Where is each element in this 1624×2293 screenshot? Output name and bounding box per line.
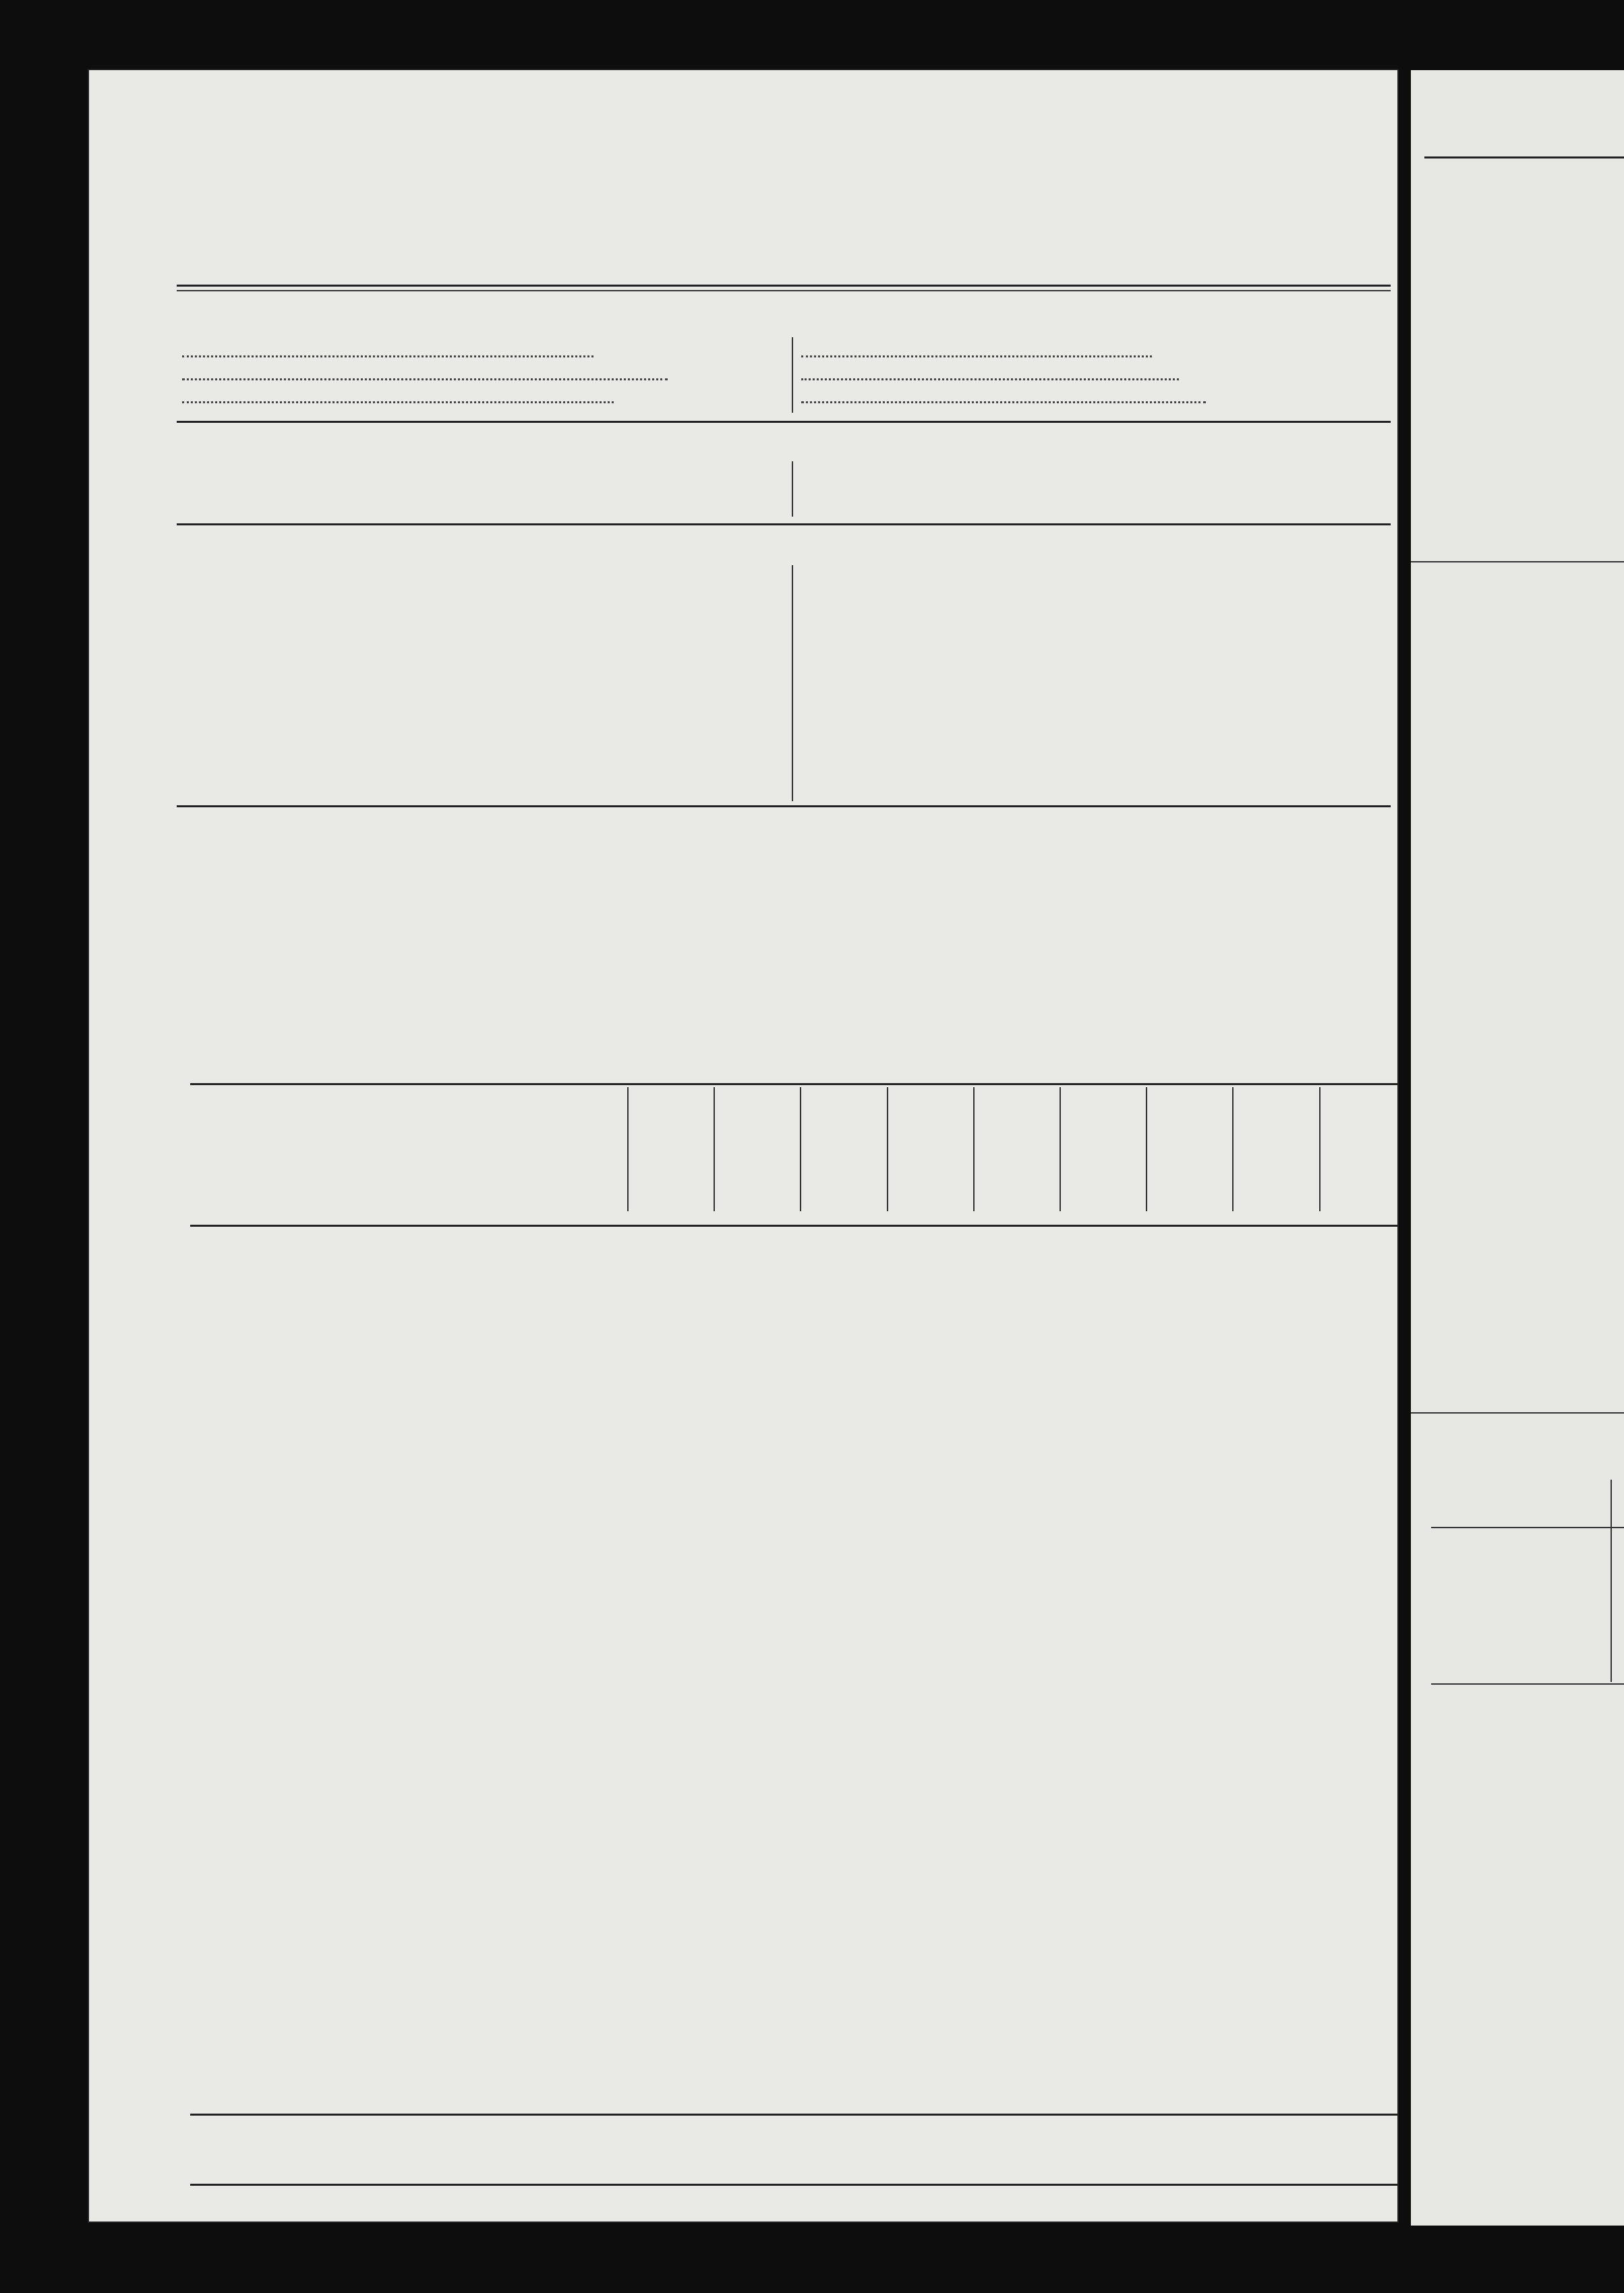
section-rule: [177, 523, 1391, 525]
correction-cell: [714, 1187, 801, 1211]
degree-cell: [801, 1087, 887, 1138]
cycle-row: [801, 363, 1179, 385]
degree-cell: [1320, 1087, 1398, 1138]
table-rule: [190, 2184, 1397, 2186]
cycles-divider: [792, 337, 793, 413]
epochs-divider: [792, 461, 793, 517]
correction-cell: [801, 1138, 887, 1163]
title-rule-thin: [177, 290, 1391, 291]
cycle-row: [801, 340, 1152, 362]
correction-cell: [628, 1138, 714, 1163]
correction-cell: [974, 1138, 1060, 1163]
correction-cell: [888, 1138, 974, 1163]
correction-cell: [628, 1187, 714, 1211]
row-label: [190, 1163, 628, 1187]
correction-cell: [1320, 1187, 1398, 1211]
correction-cell: [1060, 1138, 1147, 1163]
degree-cell: [1233, 1087, 1319, 1138]
correction-cell: [1320, 1138, 1398, 1163]
correction-cell: [714, 1138, 801, 1163]
correction-cell: [1233, 1138, 1319, 1163]
table-rule: [190, 2114, 1397, 2116]
cycle-row: [182, 363, 668, 385]
row-label: [190, 1087, 628, 1138]
degree-cell: [974, 1087, 1060, 1138]
correction-cell: [801, 1187, 887, 1211]
row-label: [190, 1138, 628, 1163]
cycle-row: [182, 386, 614, 408]
section-rule: [177, 805, 1391, 807]
festivals-divider: [792, 565, 793, 801]
correction-cell: [974, 1187, 1060, 1211]
correction-cell: [888, 1187, 974, 1211]
facing-rule: [1431, 1527, 1624, 1528]
degree-cell: [1060, 1087, 1147, 1138]
facing-rule: [1411, 561, 1624, 562]
degree-cell: [1147, 1087, 1233, 1138]
facing-rule: [1424, 156, 1624, 158]
cycle-row: [801, 386, 1206, 408]
facing-page: [1411, 70, 1624, 2226]
cycle-row: [182, 340, 593, 362]
facing-rule: [1431, 1683, 1624, 1685]
correction-cell: [1060, 1187, 1147, 1211]
degree-cell: [628, 1087, 714, 1138]
row-label: [190, 1187, 628, 1211]
section-rule: [177, 421, 1391, 423]
correction-cell: [1233, 1187, 1319, 1211]
table-rule: [190, 1083, 1397, 1085]
degree-cell: [888, 1087, 974, 1138]
correction-table: [190, 1087, 1397, 1211]
title-rule: [177, 285, 1391, 287]
facing-divider: [1611, 1480, 1612, 1682]
correction-cell: [1147, 1138, 1233, 1163]
table-rule: [190, 1225, 1397, 1227]
correction-cell: [1147, 1187, 1233, 1211]
almanac-page: [89, 70, 1397, 2222]
degree-cell: [714, 1087, 801, 1138]
facing-rule: [1411, 1412, 1624, 1414]
